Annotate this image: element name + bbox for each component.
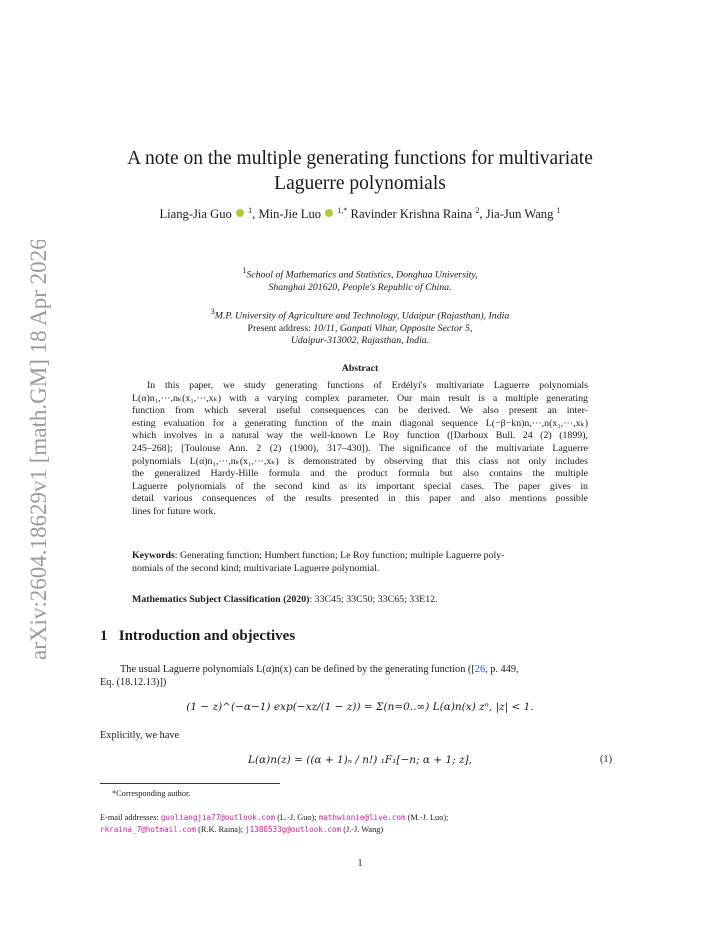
equation-number: (1) bbox=[600, 754, 613, 765]
citation-link[interactable]: 26 bbox=[474, 664, 486, 675]
abstract-line: esting evaluation for a generating function of the main diagonal sequence L(−β−kn)n,···,n(x₁,···,xₖ) bbox=[132, 417, 588, 429]
msc-label: Mathematics Subject Classification (2020) bbox=[132, 594, 310, 605]
intro-paragraph: The usual Laguerre polynomials L(α)n(x) can be defined by the generating function ([26, p. 449, Eq. (18.12.13)]) bbox=[100, 664, 519, 688]
orcid-icon[interactable] bbox=[236, 209, 244, 217]
author-2: Min-Jie Luo $^{1,*}$ bbox=[258, 206, 348, 222]
title-line-2: Laguerre polynomials bbox=[274, 173, 446, 194]
email-link[interactable]: j1380533g@outlook.com bbox=[245, 824, 342, 834]
abstract-line: which involves in a natural way the well-known Le Roy function ([Darboux Bull. 24 (2) (1899), bbox=[132, 430, 588, 442]
footnote-rule bbox=[100, 783, 280, 784]
paper-title bbox=[0, 146, 720, 196]
email-addresses: E-mail addresses: guoliangjia77@outlook.com (L.-J. Guo); mathwinnie@live.com (M.-J. Luo); rkraina_7@hotmail.com (R.K. Raina); j1380533g@outlook.com (J.-J. Wang) bbox=[100, 813, 449, 834]
page-number: 1 bbox=[357, 858, 363, 869]
author-4: Jia-Jun Wang $^1$ bbox=[485, 206, 561, 222]
email-link[interactable]: rkraina_7@hotmail.com bbox=[100, 824, 197, 834]
affiliation-1: $^1$School of Mathematics and Statistics, Donghua University, Shanghai 201620, People's Republic of China. bbox=[242, 266, 478, 293]
email-link[interactable]: mathwinnie@live.com bbox=[318, 813, 406, 822]
arxiv-id-text: arXiv:2604.18629v1 [math.GM] 18 Apr 2026 bbox=[26, 240, 51, 660]
abstract-line: L(α)n₁,···,nₖ(x₁,···,xₖ) with a varying complex parameter. Our main result is a multiple generating bbox=[132, 392, 588, 404]
orcid-icon[interactable] bbox=[325, 209, 333, 217]
footnote-corresponding: *Corresponding author. bbox=[112, 789, 191, 798]
author-3: Ravinder Krishna Raina $^2$, bbox=[350, 206, 486, 222]
abstract-line: Laguerre polynomials of the second kind as its important special cases. The paper gives in bbox=[132, 480, 588, 492]
abstract-line: 245–268]; [Toulouse Ann. 2 (2) (1900), 317–430]). The significance of the multivariate Laguerre bbox=[132, 442, 588, 454]
abstract-heading: Abstract bbox=[341, 363, 379, 374]
email-link[interactable]: guoliangjia77@outlook.com bbox=[160, 813, 276, 822]
author-1: Liang-Jia Guo $^1$, bbox=[159, 206, 259, 222]
msc-block: Mathematics Subject Classification (2020): 33C45; 33C50; 33C65; 33E12. bbox=[132, 594, 438, 605]
abstract-body bbox=[132, 380, 588, 519]
affiliation-2: $^3$M.P. University of Agriculture and Technology, Udaipur (Rajasthan), India Present address: 10/11, Ganpati Vihar, Opposite Sector 5, Udaipur-313002, Rajasthan, India. bbox=[210, 307, 510, 347]
equation-explicit: L(α)n(z) = ((α + 1)ₙ / n!) ₁F₁[−n; α + 1; z], bbox=[248, 754, 472, 766]
abstract-line: lines for future work. bbox=[132, 505, 216, 517]
keywords-label: Keywords bbox=[132, 550, 175, 561]
abstract-line: the generalized Hardy-Hille formula and the product formula but also contains the multiple bbox=[132, 468, 588, 480]
abstract-line: function from which several useful consequences can be derived. We also present an inter- bbox=[132, 405, 588, 417]
arxiv-side-stamp bbox=[18, 240, 58, 660]
abstract-line: detail various consequences of the results presented in this paper and also mentions possible bbox=[132, 493, 588, 505]
equation-generating: (1 − z)^(−α−1) exp(−xz/(1 − z)) = Σ(n=0..∞) L(α)n(x) zⁿ, |z| < 1. bbox=[186, 701, 534, 713]
section-heading: 1 Introduction and objectives bbox=[100, 628, 296, 644]
abstract-line: polynomials L(α)n₁,···,nₖ(x₁,···,xₖ) is demonstrated by observing that this class not only includes bbox=[132, 455, 588, 467]
title-line-1: A note on the multiple generating functions for multivariate bbox=[127, 148, 593, 169]
explicitly-text: Explicitly, we have bbox=[100, 730, 180, 741]
abstract-line: In this paper, we study generating functions of Erdélyi's multivariate Laguerre polynomials bbox=[147, 380, 588, 391]
keywords-block: Keywords: Generating function; Humbert function; Le Roy function; multiple Laguerre poly- nomials of the second kind; multivariate Laguerre polynomial. bbox=[132, 550, 505, 574]
author-list bbox=[0, 206, 720, 222]
